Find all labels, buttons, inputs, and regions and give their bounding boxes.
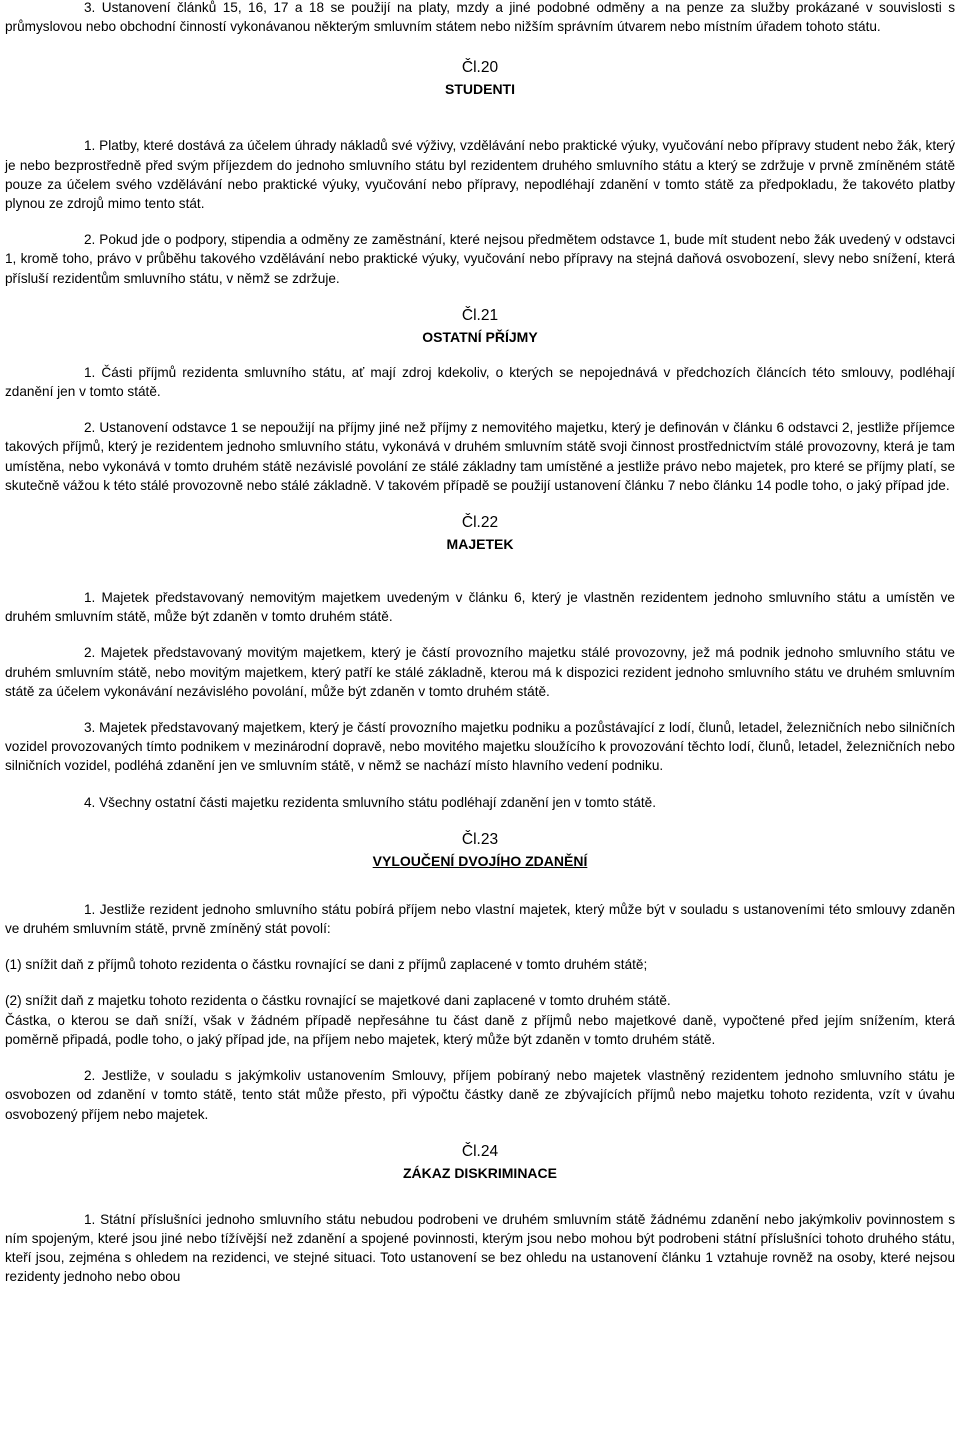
article-20-number: Čl.20	[461, 59, 499, 77]
article-20-paragraph-1: 1. Platby, které dostává za účelem úhrady nákladů své výživy, vzdělávání nebo praktické výuky, vyučování nebo přípravy student nebo žák, který je nebo bezprostředně před svým příjezdem do jednoho smluvního státu byl rezidentem druhého smluvního státu a který se zdržuje v prvně zmíněném státě pouze za účelem svého vzdělávání nebo praktické výuky, vyučování nebo přípravy, nepodléhají zdanění v tomto státě za předpokladu, že takovéto platby plynou ze zdrojů mimo tento stát.	[5, 138, 955, 212]
article-23-title: VYLOUČENÍ DVOJÍHO ZDANĚNÍ	[372, 852, 588, 869]
article-23-number: Čl.23	[461, 830, 499, 848]
article-22-number: Čl.22	[461, 514, 499, 532]
article-22-paragraph-1: 1. Majetek představovaný nemovitým majetkem uvedeným v článku 6, který je vlastněn rezidentem jednoho smluvního státu a umístěn ve druhém smluvním státě, může být zdaněn v tomto druhém státě.	[5, 590, 955, 625]
article-23-paragraph-1-continuation: Částka, o kterou se daň sníží, však v žádném případě nepřesáhne tu část daně z příjmů nebo majetkové daně, vypočtené před jejím snížením, která poměrně připadá, podle toho, o jaký případ jde, na příjem nebo majetek, který může být zdaněn v tomto druhém státě.	[5, 1012, 955, 1047]
document-page	[5, 0, 955, 1287]
article-24-paragraph-1: 1. Státní příslušníci jednoho smluvního státu nebudou podrobeni ve druhém smluvním státě žádnému zdanění nebo jakýmkoliv povinnostem s ním spojeným, které jsou jiné nebo tížívější než zdanění a spojené povinnosti, kterým jsou nebo mohou být podrobeni státní příslušníci tohoto druhého státu, kteří jsou, zejména s ohledem na rezidenci, ve stejné situaci. Toto ustanovení se bez ohledu na ustanovení článku 1 vztahuje rovněž na osoby, které nejsou rezidenty jednoho nebo obou	[5, 1211, 955, 1285]
article-24-number: Čl.24	[461, 1142, 499, 1160]
article-21-paragraph-2: 2. Ustanovení odstavce 1 se nepoužijí na příjmy jiné než příjmy z nemovitého majetku, který je definován v článku 6 odstavci 2, jestliže příjemce takových příjmů, který je rezidentem jednoho smluvního státu, vykonává v druhém smluvním státě svoji činnost prostřednictvím stálé provozovny, která je tam umístěna, nebo vykonává v tomto druhém státě nezávislé povolání ze stálé základny tam umístěné a jestliže právo nebo majetek, pro které se příjmy platí, se skutečně vážou k této stálé provozovně nebo stálé základně. V takovém případě se použijí ustanovení článku 7 nebo článku 14 podle toho, o jaký případ jde.	[5, 420, 955, 493]
article-22-title: MAJETEK	[446, 536, 514, 553]
article-22-paragraph-4: 4. Všechny ostatní části majetku rezidenta smluvního státu podléhají zdanění jen v tomto státě.	[84, 794, 657, 810]
article-20-heading	[5, 58, 955, 99]
article-24-title: ZÁKAZ DISKRIMINACE	[403, 1164, 557, 1181]
article-21-heading	[5, 306, 955, 347]
article-21-number: Čl.21	[461, 306, 499, 324]
article-21-paragraph-1: 1. Části příjmů rezidenta smluvního státu, ať mají zdroj kdekoliv, o kterých se nepojednává v předchozích článcích této smlouvy, podléhají zdanění jen v tomto státě.	[5, 364, 955, 400]
article-23-paragraph-1: 1. Jestliže rezident jednoho smluvního státu pobírá příjem nebo vlastní majetek, který může být v souladu s ustanoveními této smlouvy zdaněn ve druhém smluvním státě, prvně zmíněný stát povolí:	[5, 901, 955, 937]
article-23-paragraph-2: 2. Jestliže, v souladu s jakýmkoliv ustanovením Smlouvy, příjem pobíraný nebo majetek vlastněný rezidentem jednoho smluvního státu je osvobozen od zdanění v tomto státě, tento stát může přesto, při výpočtu částky daně ze zbývajících příjmů nebo majetku tohoto rezidenta, vzít v úvahu osvobozený příjem nebo majetek.	[5, 1068, 955, 1122]
article-20-paragraph-2: 2. Pokud jde o podpory, stipendia a odměny ze zaměstnání, které nejsou předmětem odstavce 1, bude mít student nebo žák uvedený v odstavci 1, kromě toho, právo v průběhu takového vzdělávání nebo praktické výuky, vyučování nebo přípravy na stejná daňová osvobození, slevy nebo snížení, která přísluší rezidentům smluvního státu, v němž se zdržuje.	[5, 232, 955, 286]
article-22-paragraph-3: 3. Majetek představovaný majetkem, který je částí provozního majetku podniku a pozůstávající z lodí, člunů, letadel, železničních nebo silničních vozidel provozovaných tímto podnikem v mezinárodní dopravě, nebo movitého majetku sloužícího k provozování těchto lodí, člunů, letadel, železničních nebo silničních vozidel, podléhá zdanění jen ve smluvním státě, v němž se nachází místo hlavního vedení podniku.	[5, 720, 955, 774]
article-20-title: STUDENTI	[445, 81, 515, 98]
article-23-heading	[5, 830, 955, 871]
article-21-title: OSTATNÍ PŘÍJMY	[422, 328, 538, 345]
article-22-heading	[5, 513, 955, 554]
article-22-paragraph-2: 2. Majetek představovaný movitým majetkem, který je částí provozního majetku stálé provozovny, jež má podnik jednoho smluvního státu ve druhém smluvním státě, nebo movitým majetkem, který patří ke stálé základně, kterou má k dispozici rezident jednoho smluvního státu ve druhém smluvním státě za účelem vykonávání nezávislého povolání, může být zdaněn v tomto druhém státě.	[5, 645, 955, 699]
article-24-heading	[5, 1142, 955, 1183]
article-23-item-1: (1) snížit daň z příjmů tohoto rezidenta o částku rovnající se dani z příjmů zaplacené v tomto druhém státě;	[5, 957, 648, 973]
intro-paragraph-3: 3. Ustanovení článků 15, 16, 17 a 18 se použijí na platy, mzdy a jiné podobné odměny a na penze za služby prokázané v souvislosti s průmyslovou nebo obchodní činností vykonávanou některým smluvním státem nebo nižším správním útvarem nebo místním úřadem tohoto státu.	[5, 0, 955, 35]
article-23-item-2: (2) snížit daň z majetku tohoto rezidenta o částku rovnající se majetkové dani zaplacené v tomto druhém státě.	[5, 993, 671, 1009]
